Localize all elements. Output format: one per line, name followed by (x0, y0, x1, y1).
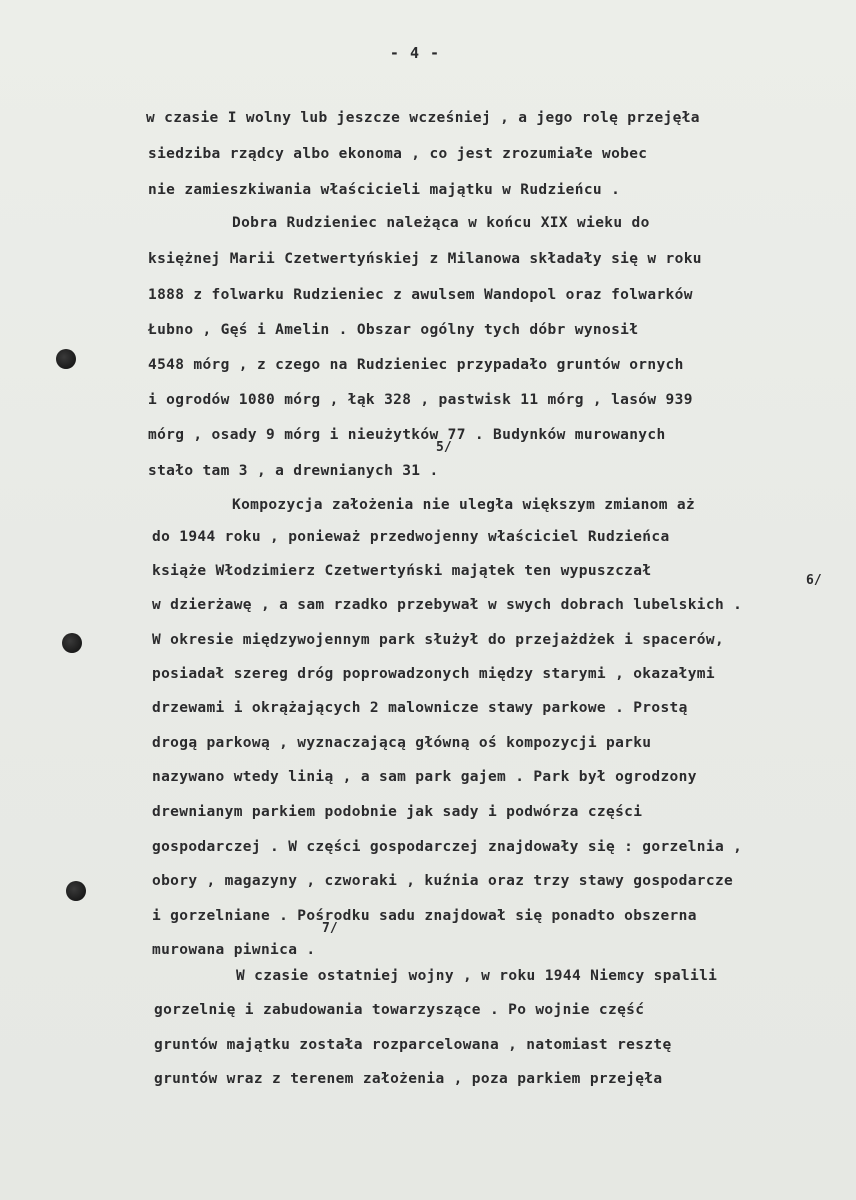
text-line: W czasie ostatniej wojny , w roku 1944 Niemcy spalili (236, 968, 718, 984)
punch-hole (62, 633, 82, 653)
text-line: siedziba rządcy albo ekonoma , co jest zrozumiałe wobec (148, 146, 648, 162)
punch-hole (56, 349, 76, 369)
text-line: w dzierżawę , a sam rzadko przebywał w swych dobrach lubelskich . (152, 597, 743, 613)
text-line: drewnianym parkiem podobnie jak sady i podwórza części (152, 804, 643, 820)
text-line: Łubno , Gęś i Amelin . Obszar ogólny tych dóbr wynosił (148, 322, 639, 338)
text-line: i ogrodów 1080 mórg , łąk 328 , pastwisk 11 mórg , lasów 939 (148, 392, 693, 408)
text-line: gruntów wraz z terenem założenia , poza parkiem przejęła (154, 1071, 663, 1087)
text-line: nie zamieszkiwania właścicieli majątku w Rudzieńcu . (148, 182, 621, 198)
text-line: W okresie międzywojennym park służył do przejażdżek i spacerów, (152, 632, 725, 648)
text-line: gorzelnię i zabudowania towarzyszące . Po wojnie część (154, 1002, 645, 1018)
text-line: drogą parkową , wyznaczającą główną oś kompozycji parku (152, 735, 652, 751)
text-line: 1888 z folwarku Rudzieniec z awulsem Wandopol oraz folwarków (148, 287, 693, 303)
text-line: drzewami i okrążających 2 malownicze stawy parkowe . Prostą (152, 700, 688, 716)
text-line: 4548 mórg , z czego na Rudzieniec przypadało gruntów ornych (148, 357, 684, 373)
text-line: gospodarczej . W części gospodarczej znajdowały się : gorzelnia , (152, 839, 743, 855)
punch-hole (66, 881, 86, 901)
text-line: i gorzelniane . Pośrodku sadu znajdował się ponadto obszerna (152, 908, 697, 924)
text-line: obory , magazyny , czworaki , kuźnia oraz trzy stawy gospodarcze (152, 873, 734, 889)
footnote-marker: 6/ (806, 573, 822, 588)
text-line: księżnej Marii Czetwertyńskiej z Milanowa składały się w roku (148, 251, 702, 267)
footnote-marker: 7/ (322, 921, 338, 936)
text-line: murowana piwnica . (152, 942, 316, 958)
text-line: Kompozycja założenia nie uległa większym zmianom aż (232, 497, 696, 513)
text-line: Dobra Rudzieniec należąca w końcu XIX wieku do (232, 215, 650, 231)
text-line: do 1944 roku , ponieważ przedwojenny właściciel Rudzieńca (152, 529, 670, 545)
text-line: gruntów majątku została rozparcelowana , natomiast resztę (154, 1037, 672, 1053)
text-line: mórg , osady 9 mórg i nieużytków 77 . Budynków murowanych (148, 427, 666, 443)
text-line: posiadał szereg dróg poprowadzonych między starymi , okazałymi (152, 666, 715, 682)
footnote-marker: 5/ (436, 440, 452, 455)
text-line: stało tam 3 , a drewnianych 31 . (148, 463, 439, 479)
text-line: nazywano wtedy linią , a sam park gajem . Park był ogrodzony (152, 769, 697, 785)
text-line: w czasie I wolny lub jeszcze wcześniej , a jego rolę przejęła (146, 110, 700, 126)
page-number: - 4 - (389, 44, 441, 62)
text-line: książe Włodzimierz Czetwertyński majątek ten wypuszczał (152, 563, 652, 579)
